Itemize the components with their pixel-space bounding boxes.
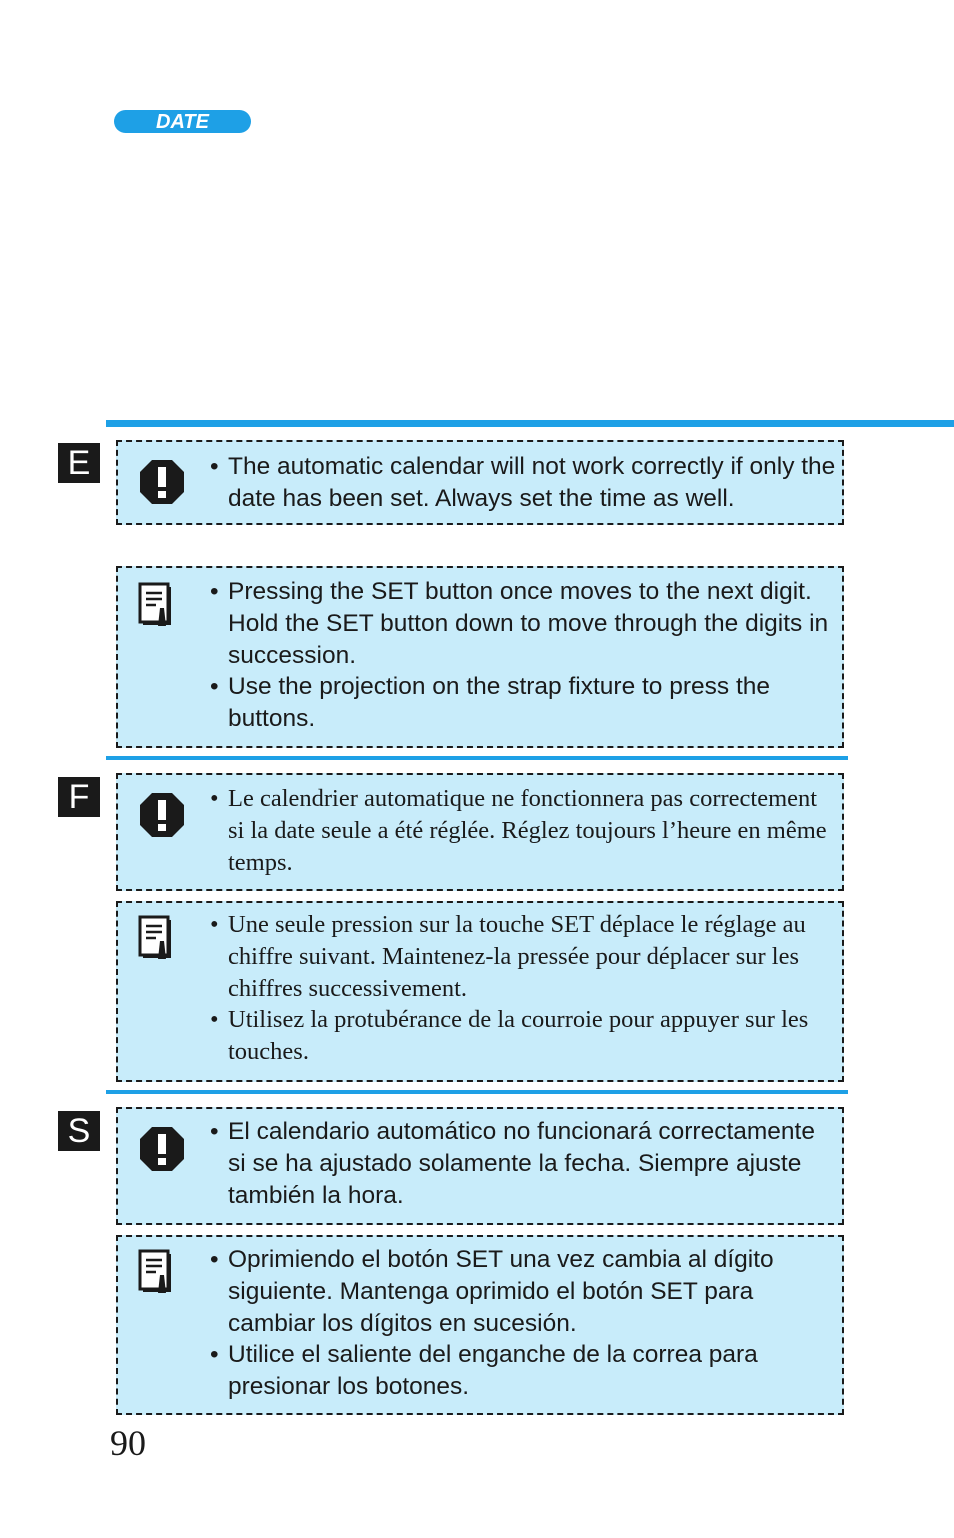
section-rule-top (106, 420, 954, 427)
note-icon (138, 1249, 174, 1295)
page-number: 90 (110, 1423, 146, 1463)
caution-box-english (116, 440, 844, 525)
note-icon (138, 915, 174, 961)
list-item: • Une seule pression sur la touche SET déplace le réglage au chiffre suivant. Maintenez-la pressée pour déplacer sur les chiffres successivement. (210, 911, 806, 1002)
note-list-spanish (210, 1244, 836, 1403)
list-item: • Oprimiendo el botón SET una vez cambia al dígito siguiente. Mantenga oprimido el botón SET para cambiar los dígitos en sucesión. (210, 1246, 774, 1337)
caution-icon (138, 1125, 186, 1173)
list-item: • Pressing the SET button once moves to the next digit. Hold the SET button down to move through the digits in succession. (210, 578, 829, 669)
date-badge-label: DATE (156, 110, 209, 133)
note-box-french (116, 901, 844, 1082)
list-item: • Use the projection on the strap fixture to press the buttons. (210, 673, 771, 733)
list-item: • Le calendrier automatique ne fonctionnera pas correctement si la date seule a été réglée. Réglez toujours l’heure en même temps. (210, 785, 827, 876)
list-item: • El calendario automático no funcionará correctamente si se ha ajustado solamente la fecha. Siempre ajuste también la hora. (210, 1118, 815, 1209)
note-icon (138, 582, 174, 628)
language-tab-french: F (58, 777, 100, 817)
note-list-english (210, 576, 836, 735)
caution-box-spanish (116, 1107, 844, 1225)
section-rule-spanish (106, 1090, 848, 1094)
date-badge (114, 110, 251, 133)
caution-list-english (210, 451, 836, 515)
section-rule-french (106, 756, 848, 760)
caution-icon (138, 791, 186, 839)
caution-list-spanish (210, 1116, 836, 1211)
list-item: • Utilisez la protubérance de la courroie pour appuyer sur les touches. (210, 1006, 809, 1066)
language-tab-spanish: S (58, 1111, 100, 1151)
list-item: • The automatic calendar will not work correctly if only the date has been set. Always set the time as well. (210, 453, 836, 512)
language-tab-english: E (58, 443, 100, 483)
note-box-english (116, 566, 844, 748)
list-item: • Utilice el saliente del enganche de la correa para presionar los botones. (210, 1341, 758, 1401)
caution-list-french (210, 783, 836, 878)
note-list-french (210, 909, 836, 1068)
caution-icon (138, 458, 186, 506)
caution-box-french (116, 773, 844, 891)
note-box-spanish (116, 1235, 844, 1415)
